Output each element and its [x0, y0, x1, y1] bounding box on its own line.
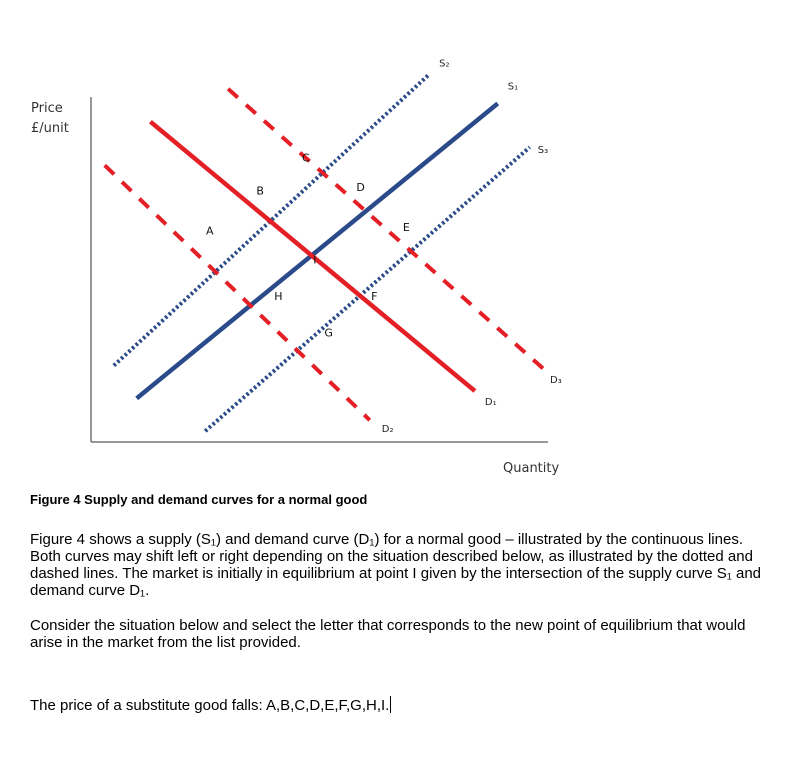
intro-paragraph: Figure 4 shows a supply (S₁) and demand curve (D₁) for a normal good – illustrated by the continuous lines. Both curves may shift left or right depending on the situation described below, as illustrated by the dotted and dashed lines. The market is initially in equilibrium at point I given by the intersection of the supply curve S₁ and demand curve D₁.: [30, 531, 762, 599]
point-label-a: A: [206, 224, 214, 238]
point-label-h: H: [274, 290, 283, 304]
point-label-i: I: [313, 253, 317, 267]
series-label: D₃: [550, 374, 562, 386]
instruction-paragraph: Consider the situation below and select the letter that corresponds to the new point of equilibrium that would arise in the market from the list provided.: [30, 617, 746, 651]
y-axis-label-line2: £/unit: [31, 121, 69, 136]
series-label: D₁: [484, 397, 497, 409]
axes: [91, 97, 548, 442]
point-label-c: C: [301, 151, 310, 165]
series-label: S₃: [537, 145, 549, 157]
point-label-g: G: [324, 326, 333, 340]
question-row[interactable]: [30, 696, 391, 714]
point-label-e: E: [402, 220, 410, 234]
point-label-d: D: [356, 180, 365, 194]
series-label: S₂: [439, 58, 450, 70]
series-label: D₂: [381, 424, 394, 436]
series-labels: [382, 58, 562, 435]
series-layer: [105, 74, 548, 431]
question-text: The price of a substitute good falls: A,B,C,D,E,F,G,H,I.: [30, 697, 390, 714]
series-d5-line: [105, 165, 370, 420]
y-axis-label-line1: Price: [31, 101, 63, 116]
text-cursor: [390, 696, 391, 713]
series-label: S₁: [507, 81, 519, 93]
x-axis-label: Quantity: [503, 461, 560, 476]
series-d6-line: [228, 89, 548, 373]
figure-caption: Figure 4 Supply and demand curves for a normal good: [30, 492, 368, 507]
point-label-b: B: [256, 184, 264, 198]
point-label-f: F: [371, 290, 378, 304]
series-s3-line: [205, 147, 529, 431]
